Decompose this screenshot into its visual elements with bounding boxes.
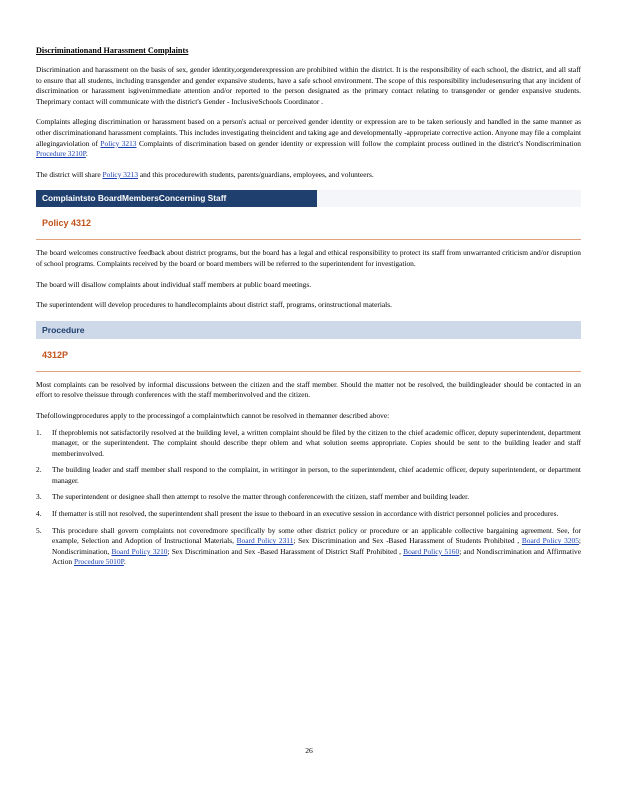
text: and this procedurewith students, parents/guardians, employees, and volunteers. bbox=[139, 169, 374, 179]
policy-link[interactable]: Policy 3213 bbox=[102, 169, 139, 179]
list-item bbox=[36, 492, 581, 503]
paragraph: Most complaints can be resolved by informal discussions between the citizen and the staff member. Should the matter not be resolved, the buildingleader should be contacted in an effort to resolve theissue through conferences with the staff memberinvolved and the citizen. bbox=[36, 379, 581, 400]
list-text: If thematter is still not resolved, the superintendent shall present the issue to theboard in an executive session in accordance with district personnel policies and procedures. bbox=[52, 509, 559, 519]
text: ; Nondiscrimination, bbox=[52, 536, 581, 556]
paragraph: The board will disallow complaints about individual staff members at public board meetings. bbox=[36, 279, 312, 289]
list-number: 2. bbox=[36, 465, 42, 475]
procedure-list bbox=[36, 428, 581, 569]
list-number: 4. bbox=[36, 509, 42, 519]
text: ; Sex Discrimination and Sex -Based Harassment of District Staff Prohibited , bbox=[167, 546, 401, 556]
policy-link[interactable]: Board Policy 3210 bbox=[111, 546, 168, 556]
document-page bbox=[36, 46, 581, 574]
text: ; Sex Discrimination and Sex -Based Harassment of Students Prohibited , bbox=[293, 536, 520, 546]
page-number: 26 bbox=[305, 746, 313, 755]
list-item bbox=[36, 465, 581, 486]
list-item bbox=[36, 428, 581, 460]
list-number: 3. bbox=[36, 492, 42, 502]
text: . bbox=[123, 557, 126, 567]
paragraph bbox=[36, 117, 581, 159]
paragraph: Discrimination and harassment on the basis of sex, gender identity,orgenderexpression are prohibited within the district. It is the responsibility of each school, the district, and all staff to ensure that all students, including transgender and gender expansive students, have a safe school environment. The scope of this responsibility includesensuring that any incident of discrimination or harassment isgivenimmediate attention and/or reported to the person designated as the primary contact relating to transgender or gender expansive students. Theprimary contact will communicate with the district's Gender - InclusiveSchools Coordinator . bbox=[36, 65, 581, 106]
procedure-label: 4312P bbox=[42, 349, 69, 360]
paragraph: Thefollowingprocedures apply to the processingof a complaintwhich cannot be resolved in themanner described above: bbox=[36, 410, 390, 420]
text: ; and Nondiscrimination and Affirmative Action bbox=[52, 546, 581, 567]
section-band: Complaintsto BoardMembersConcerning Staff bbox=[36, 190, 317, 207]
paragraph: The superintendent will develop procedures to handlecomplaints about district staff, programs, orinstructional materials. bbox=[36, 300, 392, 310]
procedure-link[interactable]: Procedure 5010P bbox=[73, 557, 124, 567]
list-item bbox=[36, 509, 581, 520]
list-item bbox=[36, 526, 581, 568]
procedure-band: Procedure bbox=[36, 321, 581, 339]
policy-link[interactable]: Board Policy 2311 bbox=[236, 536, 294, 546]
divider bbox=[36, 239, 581, 240]
policy-link[interactable]: Board Policy 5160 bbox=[403, 546, 460, 556]
section-band-container bbox=[36, 190, 581, 207]
policy-link[interactable]: Policy 3213 bbox=[100, 138, 137, 148]
procedure-link[interactable]: Procedure 3210P bbox=[36, 149, 86, 159]
text: Complaints of discrimination based on gender identity or expression will follow the complaint process outlined in the district's Nondiscrimination bbox=[138, 138, 581, 148]
list-number: 1. bbox=[36, 427, 42, 437]
text: This procedure shall govern complaints not coveredmore specifically by some other district policy or procedure or an applicable collective bargaining agreement. See, for example, Selection and Adoption of Instructional Materials, bbox=[52, 525, 581, 546]
text: The district will share bbox=[36, 169, 101, 179]
list-number: 5. bbox=[36, 525, 42, 535]
list-text: The superintendent or designee shall then attempt to resolve the matter through conferencewith the citizen, staff member and building leader. bbox=[52, 492, 470, 502]
paragraph bbox=[36, 170, 581, 181]
list-text bbox=[52, 526, 581, 567]
section-heading: Discriminationand Harassment Complaints bbox=[36, 46, 189, 55]
policy-link[interactable]: Board Policy 3205 bbox=[521, 536, 579, 546]
list-text: If theproblemis not satisfactorily resolved at the building level, a written complaint should be filed by the citizen to the chief academic officer, deputy superintendent, department manager, or the superintendent. The complaint should describe thepr oblem and what solution seems appropriate. Copies should be sent to the building leader and staff memberinvolved. bbox=[52, 427, 581, 458]
list-text: The building leader and staff member shall respond to the complaint, in writingor in person, to the superintendent, chief academic officer, deputy superintendent, or department manager. bbox=[52, 465, 581, 485]
paragraph: The board welcomes constructive feedback about district programs, but the board has a legal and ethical responsibility to protect its staff from unwarranted criticism and/or disruption of school programs. Complaints received by the board or board members will be referred to the superintendent for investigation. bbox=[36, 248, 581, 268]
text: Complaints alleging discrimination or harassment based on a person's actual or perceived gender identity or expression are to be taken seriously and handled in the same manner as other discriminationand harassment complaints. This includes investigating theincident and taking age and developmentally -appropriate corrective action. Anyone may file a complaint allegingaviolation of bbox=[36, 117, 581, 148]
divider bbox=[36, 371, 581, 372]
policy-label: Policy 4312 bbox=[42, 218, 92, 229]
text: . bbox=[85, 149, 88, 159]
